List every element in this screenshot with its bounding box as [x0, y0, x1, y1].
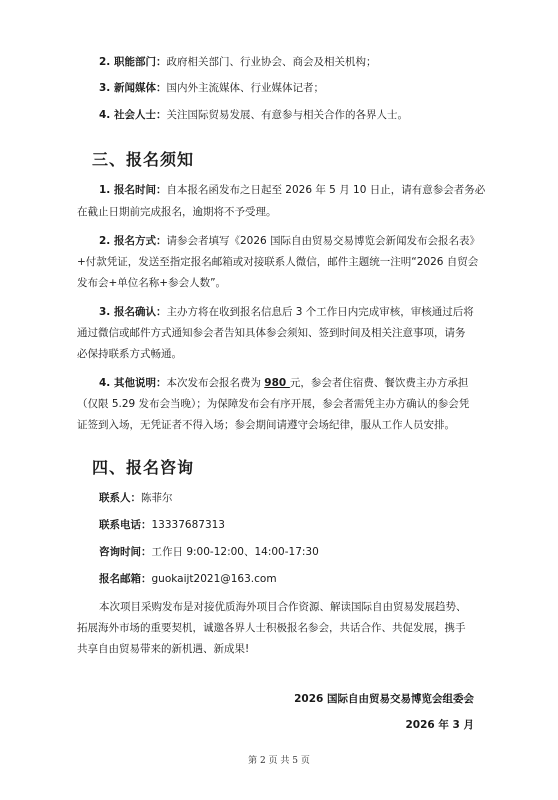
registration-confirm-line3: 必保持联系方式畅通。	[77, 348, 182, 360]
item-text: 关注国际贸易发展、有意参与相关合作的各界人士。	[166, 109, 408, 121]
para-text: 元，参会者住宿费、餐饮费主办方承担	[289, 377, 469, 389]
registration-confirm-line1	[99, 305, 474, 319]
closing-line3: 共享自由贸易带来的新机遇、新成果!	[77, 643, 250, 655]
closing-line2: 拓展海外市场的重要契机，诚邀各界人士积极报名参会，共话合作、共促发展，携手	[77, 622, 466, 634]
contact-phone	[99, 518, 225, 532]
list-item-government	[99, 55, 376, 69]
para-label: 2. 报名方式：	[99, 235, 167, 247]
registration-method-line3: 发布会+单位名称+参会人数”。	[77, 277, 227, 289]
registration-email	[99, 572, 277, 586]
registration-time-line1	[99, 183, 485, 197]
item-label: 4. 社会人士：	[99, 109, 167, 121]
section-heading-consultation: 四、报名咨询	[92, 458, 195, 477]
registration-method-line2: +付款凭证，发送至指定报名邮箱或对接联系人微信，邮件主题统一注明“2026 自贸会	[77, 256, 479, 268]
registration-method-line1	[99, 234, 480, 248]
other-notes-line2: （仅限 5.29 发布会当晚）；为保障发布会有序开展，参会者需凭主办方确认的参会凭	[77, 398, 470, 410]
email-label: 报名邮箱：	[99, 573, 152, 585]
signature-date: 2026 年 3 月	[405, 719, 474, 731]
item-label: 3. 新闻媒体：	[99, 82, 167, 94]
other-notes-line3: 证签到入场，无凭证者不得入场；参会期间请遵守会场纪律，服从工作人员安排。	[77, 419, 455, 431]
para-text: 请参会者填写《2026 国际自由贸易交易博览会新闻发布会报名表》	[166, 235, 481, 247]
contact-label: 联系人：	[99, 492, 141, 504]
contact-value: 陈菲尔	[141, 492, 173, 504]
item-text: 国内外主流媒体、行业媒体记者；	[166, 82, 324, 94]
hours-value: 工作日 9:00-12:00、14:00-17:30	[151, 546, 319, 558]
para-label: 4. 其他说明：	[99, 377, 167, 389]
phone-value: 13337687313	[151, 519, 225, 531]
fee-amount: 980	[264, 377, 290, 389]
para-label: 3. 报名确认：	[99, 306, 167, 318]
list-item-media	[99, 81, 324, 95]
email-value[interactable]: guokaijt2021@163.com	[151, 573, 277, 585]
phone-label: 联系电话：	[99, 519, 152, 531]
para-text: 本次发布会报名费为	[166, 377, 265, 389]
contact-person	[99, 491, 173, 505]
section-heading-registration: 三、报名须知	[92, 150, 195, 169]
signature-organization: 2026 国际自由贸易交易博览会组委会	[294, 693, 474, 705]
para-text: 自本报名函发布之日起至 2026 年 5 月 10 日止，请有意参会者务必	[166, 184, 486, 196]
hours-label: 咨询时间：	[99, 546, 152, 558]
page-number: 第 2 页 共 5 页	[248, 756, 310, 766]
list-item-public	[99, 108, 408, 122]
registration-time-line2: 在截止日期前完成报名，逾期将不予受理。	[77, 206, 277, 218]
para-label: 1. 报名时间：	[99, 184, 167, 196]
para-text: 主办方将在收到报名信息后 3 个工作日内完成审核，审核通过后将	[166, 306, 474, 318]
registration-confirm-line2: 通过微信或邮件方式通知参会者告知具体参会须知、签到时间及相关注意事项，请务	[77, 327, 466, 339]
other-notes-line1	[99, 376, 468, 390]
closing-line1: 本次项目采购发布是对接优质海外项目合作资源、解读国际自由贸易发展趋势、	[99, 601, 467, 613]
item-label: 2. 职能部门：	[99, 56, 167, 68]
consultation-hours	[99, 545, 319, 559]
item-text: 政府相关部门、行业协会、商会及相关机构；	[166, 56, 377, 68]
